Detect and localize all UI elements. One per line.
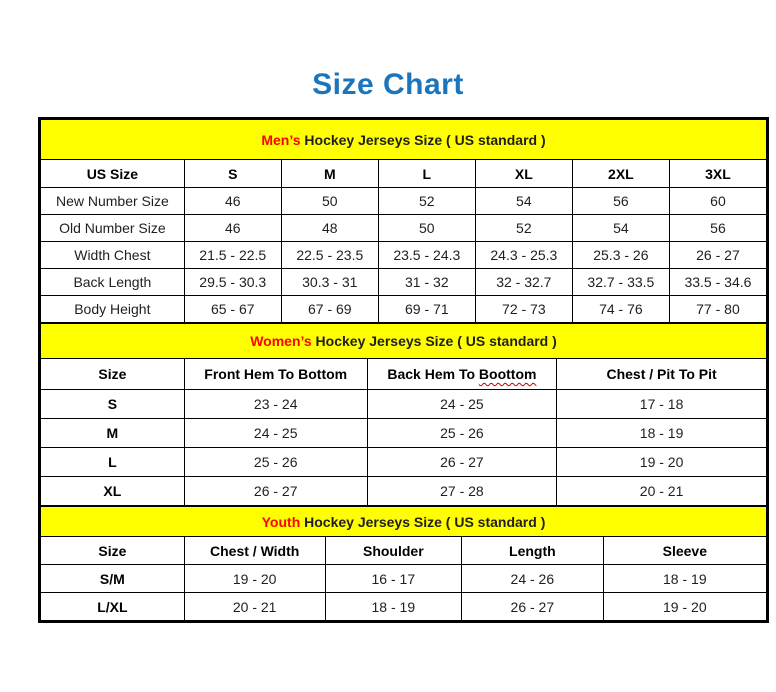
table-cell: 25 - 26 — [367, 419, 556, 448]
youth-size-table — [40, 506, 767, 621]
table-row — [41, 390, 767, 419]
mens-col-2xl: 2XL — [572, 160, 669, 188]
table-cell: 25.3 - 26 — [572, 242, 669, 269]
youth-section-title: Hockey Jerseys Size ( US standard ) — [300, 513, 546, 530]
table-cell: 26 - 27 — [462, 593, 604, 621]
table-row — [41, 565, 767, 593]
mens-col-m: M — [281, 160, 378, 188]
mens-col-xl: XL — [475, 160, 572, 188]
table-cell: 67 - 69 — [281, 296, 378, 323]
table-cell: 27 - 28 — [367, 477, 556, 506]
row-label: Old Number Size — [41, 215, 185, 242]
table-cell: 26 - 27 — [184, 477, 367, 506]
youth-section-header — [41, 507, 767, 537]
table-row — [41, 296, 767, 323]
table-cell: 52 — [475, 215, 572, 242]
table-cell: 32.7 - 33.5 — [572, 269, 669, 296]
row-label: Body Height — [41, 296, 185, 323]
table-cell: 56 — [572, 188, 669, 215]
table-cell: 60 — [669, 188, 766, 215]
table-row — [41, 215, 767, 242]
mens-header-row — [41, 160, 767, 188]
youth-header-row — [41, 537, 767, 565]
page-title: Size Chart — [312, 68, 464, 101]
youth-col-sleeve: Sleeve — [603, 537, 766, 565]
table-cell: 74 - 76 — [572, 296, 669, 323]
mens-size-table — [40, 119, 767, 323]
table-cell: 18 - 19 — [603, 565, 766, 593]
table-cell: 33.5 - 34.6 — [669, 269, 766, 296]
womens-col-size: Size — [41, 359, 185, 390]
womens-col-back-hem-prefix: Back Hem To — [387, 366, 479, 382]
table-cell: 30.3 - 31 — [281, 269, 378, 296]
table-cell: 52 — [378, 188, 475, 215]
table-cell: 17 - 18 — [557, 390, 767, 419]
table-cell: 24 - 25 — [367, 390, 556, 419]
mens-section-band-row — [41, 120, 767, 160]
womens-col-front-hem: Front Hem To Bottom — [184, 359, 367, 390]
table-cell: 26 - 27 — [669, 242, 766, 269]
youth-col-shoulder: Shoulder — [325, 537, 461, 565]
womens-section-title: Hockey Jerseys Size ( US standard ) — [311, 333, 557, 349]
table-cell: 23 - 24 — [184, 390, 367, 419]
table-row — [41, 269, 767, 296]
womens-size-table — [40, 323, 767, 506]
row-label: S/M — [41, 565, 185, 593]
table-cell: 19 - 20 — [603, 593, 766, 621]
table-cell: 20 - 21 — [557, 477, 767, 506]
table-cell: 24 - 26 — [462, 565, 604, 593]
mens-col-3xl: 3XL — [669, 160, 766, 188]
row-label: M — [41, 419, 185, 448]
womens-section-header — [41, 324, 767, 359]
youth-col-length: Length — [462, 537, 604, 565]
table-cell: 48 — [281, 215, 378, 242]
table-cell: 24.3 - 25.3 — [475, 242, 572, 269]
table-cell: 18 - 19 — [325, 593, 461, 621]
table-cell: 54 — [475, 188, 572, 215]
table-row — [41, 419, 767, 448]
row-label: Back Length — [41, 269, 185, 296]
table-cell: 29.5 - 30.3 — [184, 269, 281, 296]
table-cell: 54 — [572, 215, 669, 242]
table-cell: 19 - 20 — [557, 448, 767, 477]
womens-col-back-hem — [367, 359, 556, 390]
row-label: Width Chest — [41, 242, 185, 269]
table-cell: 16 - 17 — [325, 565, 461, 593]
row-label: New Number Size — [41, 188, 185, 215]
table-cell: 69 - 71 — [378, 296, 475, 323]
table-cell: 31 - 32 — [378, 269, 475, 296]
table-cell: 65 - 67 — [184, 296, 281, 323]
womens-header-row — [41, 359, 767, 390]
womens-section-highlight: Women’s — [250, 333, 312, 349]
table-cell: 20 - 21 — [184, 593, 325, 621]
table-cell: 21.5 - 22.5 — [184, 242, 281, 269]
mens-col-s: S — [184, 160, 281, 188]
table-cell: 50 — [378, 215, 475, 242]
mens-col-l: L — [378, 160, 475, 188]
womens-section-band-row — [41, 324, 767, 359]
table-row — [41, 448, 767, 477]
table-cell: 72 - 73 — [475, 296, 572, 323]
row-label: L — [41, 448, 185, 477]
table-row — [41, 593, 767, 621]
womens-col-chest-pit: Chest / Pit To Pit — [557, 359, 767, 390]
mens-col-us-size: US Size — [41, 160, 185, 188]
size-chart-tables — [38, 117, 769, 623]
table-row — [41, 188, 767, 215]
youth-col-size: Size — [41, 537, 185, 565]
mens-section-title: Hockey Jerseys Size ( US standard ) — [300, 131, 546, 148]
row-label: S — [41, 390, 185, 419]
table-row — [41, 477, 767, 506]
womens-col-back-hem-misspelled-word: Boottom — [478, 366, 537, 382]
table-cell: 19 - 20 — [184, 565, 325, 593]
table-cell: 46 — [184, 188, 281, 215]
table-cell: 26 - 27 — [367, 448, 556, 477]
mens-section-header — [41, 120, 767, 160]
table-cell: 23.5 - 24.3 — [378, 242, 475, 269]
table-cell: 56 — [669, 215, 766, 242]
youth-section-highlight: Youth — [261, 513, 301, 530]
table-cell: 32 - 32.7 — [475, 269, 572, 296]
table-cell: 46 — [184, 215, 281, 242]
mens-section-highlight: Men’s — [261, 131, 301, 148]
table-cell: 25 - 26 — [184, 448, 367, 477]
table-cell: 22.5 - 23.5 — [281, 242, 378, 269]
row-label: L/XL — [41, 593, 185, 621]
table-cell: 18 - 19 — [557, 419, 767, 448]
table-cell: 77 - 80 — [669, 296, 766, 323]
row-label: XL — [41, 477, 185, 506]
table-cell: 24 - 25 — [184, 419, 367, 448]
table-row — [41, 242, 767, 269]
youth-section-band-row — [41, 507, 767, 537]
youth-col-chest-width: Chest / Width — [184, 537, 325, 565]
table-cell: 50 — [281, 188, 378, 215]
